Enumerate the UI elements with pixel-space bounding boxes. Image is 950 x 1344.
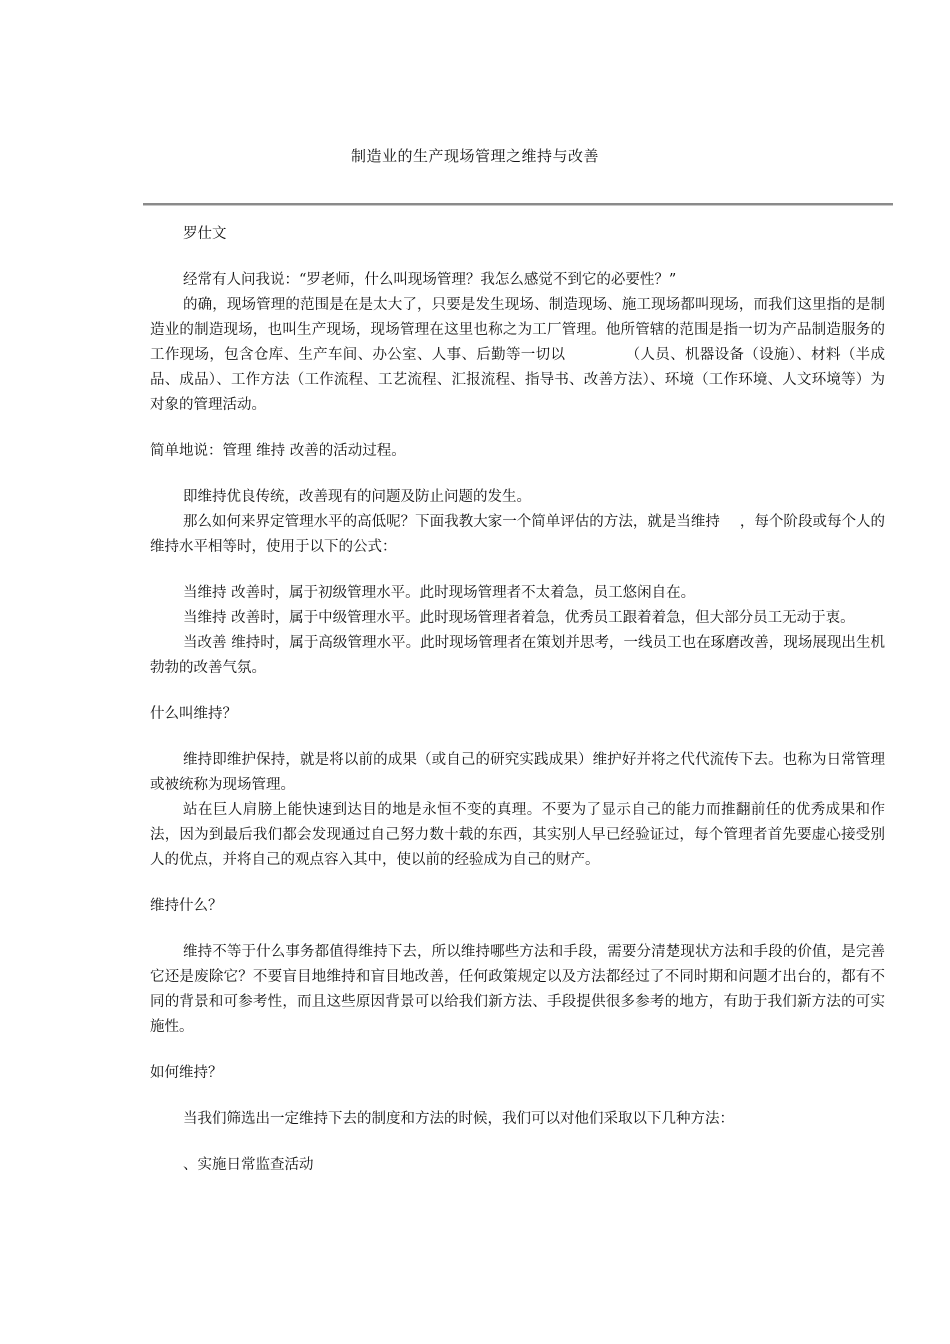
paragraph-maintain-definition: 维持即维护保持，就是将以前的成果（或自己的研究实践成果）维护好并将之代代流传下去。也称为日常管理或被统称为现场管理。 (150, 752, 885, 793)
list-item-daily-inspection: 、实施日常监查活动 (183, 1157, 314, 1173)
heading-what-is-maintain: 什么叫维持？ (150, 706, 237, 722)
heading-how-to-maintain: 如何维持？ (150, 1065, 223, 1081)
paragraph-giants-shoulders: 站在巨人肩膀上能快速到达目的地是永恒不变的真理。不要为了显示自己的能力而推翻前任的优秀成果和作法，因为到最后我们都会发现通过自己努力数十载的东西，其实别人早已经验证过，每个管理者首先要虚心接受别人的优点，并将自己的观点容入其中，使以前的经验成为自己的财产。 (150, 802, 885, 868)
paragraph-evaluation (150, 510, 885, 560)
document-title: 制造业的生产现场管理之维持与改善 (350, 147, 599, 165)
level-intermediate: 当维持 改善时，属于中级管理水平。此时现场管理者着急，优秀员工跟着着急，但大部分员工无动于衷。 (183, 610, 855, 626)
paragraph-scope-part1: 的确，现场管理的范围是在是太大了，只要是发生现场、制造现场、施工现场都叫现场，而我们这里指的是制造业的制造现场，也叫生产现场，现场管理在这里也称之为工厂管理。他所管辖的范围是指一切为产品制造服务的工作现场，包含仓库、生产车间、办公室、人事、后勤等一切以 (150, 297, 885, 363)
paragraph-scope (150, 293, 885, 418)
paragraph-evaluation-part1: 那么如何来界定管理水平的高低呢？下面我教大家一个简单评估的方法，就是当维持 (183, 514, 720, 530)
paragraph-what-to-maintain: 维持不等于什么事务都值得维持下去，所以维持哪些方法和手段，需要分清楚现状方法和手段的价值，是完善它还是废除它？不要盲目地维持和盲目地改善，任何政策规定以及方法都经过了不同时期和问题才出台的，都有不同的背景和可参考性，而且这些原因背景可以给我们新方法、手段提供很多参考的地方，有助于我们新方法的可实施性。 (150, 944, 885, 1035)
paragraph-intro-question: 经常有人问我说：“罗老师，什么叫现场管理？我怎么感觉不到它的必要性？” (183, 272, 677, 288)
document-body (150, 222, 885, 1178)
author: 罗仕文 (183, 226, 227, 242)
title-divider (143, 203, 893, 206)
level-primary: 当维持 改善时，属于初级管理水平。此时现场管理者不太着急，员工悠闲自在。 (183, 585, 696, 601)
paragraph-how-to-maintain: 当我们筛选出一定维持下去的制度和方法的时候，我们可以对他们采取以下几种方法： (183, 1111, 734, 1127)
heading-what-to-maintain: 维持什么？ (150, 898, 223, 914)
simple-definition: 简单地说：管理 维持 改善的活动过程。 (150, 443, 406, 459)
paragraph-maintain-improve: 即维持优良传统，改善现有的问题及防止问题的发生。 (183, 489, 531, 505)
paragraph-scope-part2: （人员、机器设备（设施）、材料（半成品、成品）、工作方法（工作流程、工艺流程、汇报流程、指导书、改善方法）、环境（工作环境、人文环境等）为对象的管理活动。 (150, 347, 885, 413)
paragraph-evaluation-part2: ，每个阶段或每个人的维持水平相等时，使用于以下的公式： (150, 514, 885, 555)
level-advanced: 当改善 维持时，属于高级管理水平。此时现场管理者在策划并思考，一线员工也在琢磨改善，现场展现出生机勃勃的改善气氛。 (150, 635, 885, 676)
